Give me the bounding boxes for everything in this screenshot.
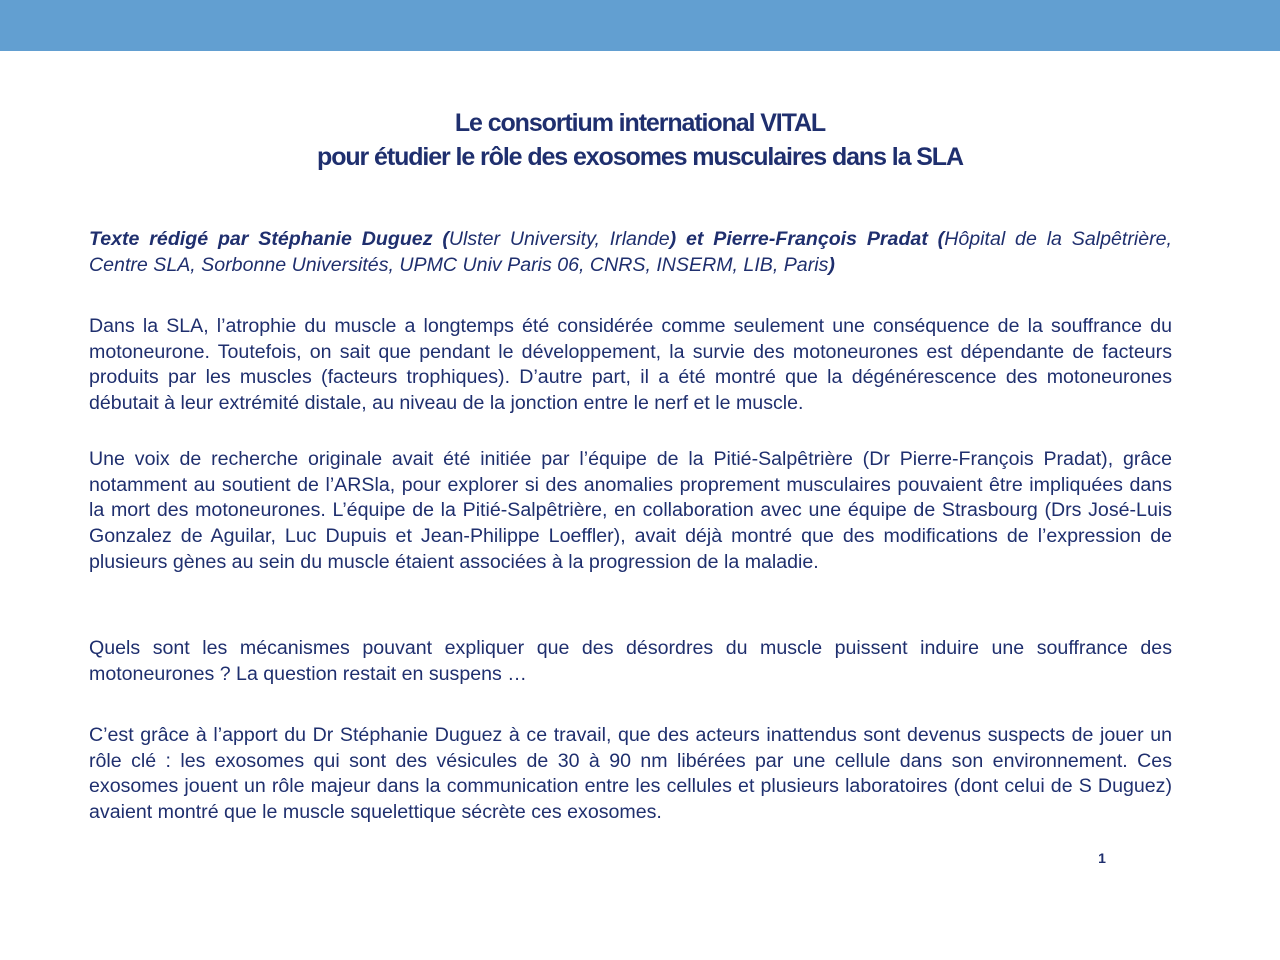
author-intro: Texte rédigé par Stéphanie Duguez ( [89,228,449,250]
paragraph-2-text: Une voix de recherche originale avait été initiée par l’équipe de la Pitié-Salpêtrière (Dr Pierre-François Pradat), grâce notamment au soutient de l’ARSla, pour explorer si des anomalies proprement musculaires pouvaient être impliquées dans la mort des motoneurones. L’équipe de la Pitié-Salpêtrière, en collaboration avec une équipe de Strasbourg (Drs José-Luis Gonzalez de Aguilar, Luc Dupuis et Jean-Philippe Loeffler), avait déjà montré que des modifications de l’expression de plusieurs gènes au sein du muscle étaient associées à la progression de la maladie. [89,448,1172,573]
affiliation-2: Hôpital de la Salpêtrière, Centre SLA, Sorbonne Universités, UPMC Univ Paris 06, CNRS, INSERM, LIB, Paris [89,228,1172,276]
author-end: ) [828,253,835,276]
paragraph-4 [89,723,1172,826]
paragraph-2 [89,447,1172,576]
author-credit [89,227,1172,278]
paragraph-3-text: Quels sont les mécanismes pouvant expliquer que des désordres du muscle puissent induire une souffrance des motoneurones ? La question restait en suspens … [89,637,1172,685]
affiliation-1: Ulster University, Irlande [448,228,670,250]
paragraph-1 [89,314,1172,417]
header-bar [0,0,1280,51]
paragraph-3 [89,636,1172,687]
page-title [0,106,1280,174]
page-number: 1 [1098,850,1106,866]
paragraph-1-text: Dans la SLA, l’atrophie du muscle a longtemps été considérée comme seulement une conséquence de la souffrance du motoneurone. Toutefois, on sait que pendant le développement, la survie des motoneurones est dépendante de facteurs produits par les muscles (facteurs trophiques). D’autre part, il a été montré que la dégénérescence des motoneurones débutait à leur extrémité distale, au niveau de la jonction entre le nerf et le muscle. [89,315,1172,415]
author-middle: ) et Pierre-François Pradat ( [669,228,945,250]
title-line-1: Le consortium international VITAL [454,109,826,137]
title-line-2: pour étudier le rôle des exosomes musculaires dans la SLA [317,143,963,171]
paragraph-4-text: C’est grâce à l’apport du Dr Stéphanie Duguez à ce travail, que des acteurs inattendus sont devenus suspects de jouer un rôle clé : les exosomes qui sont des vésicules de 30 à 90 nm libérées par une cellule dans son environnement. Ces exosomes jouent un rôle majeur dans la communication entre les cellules et plusieurs laboratoires (dont celui de S Duguez) avaient montré que le muscle squelettique sécrète ces exosomes. [89,724,1172,824]
